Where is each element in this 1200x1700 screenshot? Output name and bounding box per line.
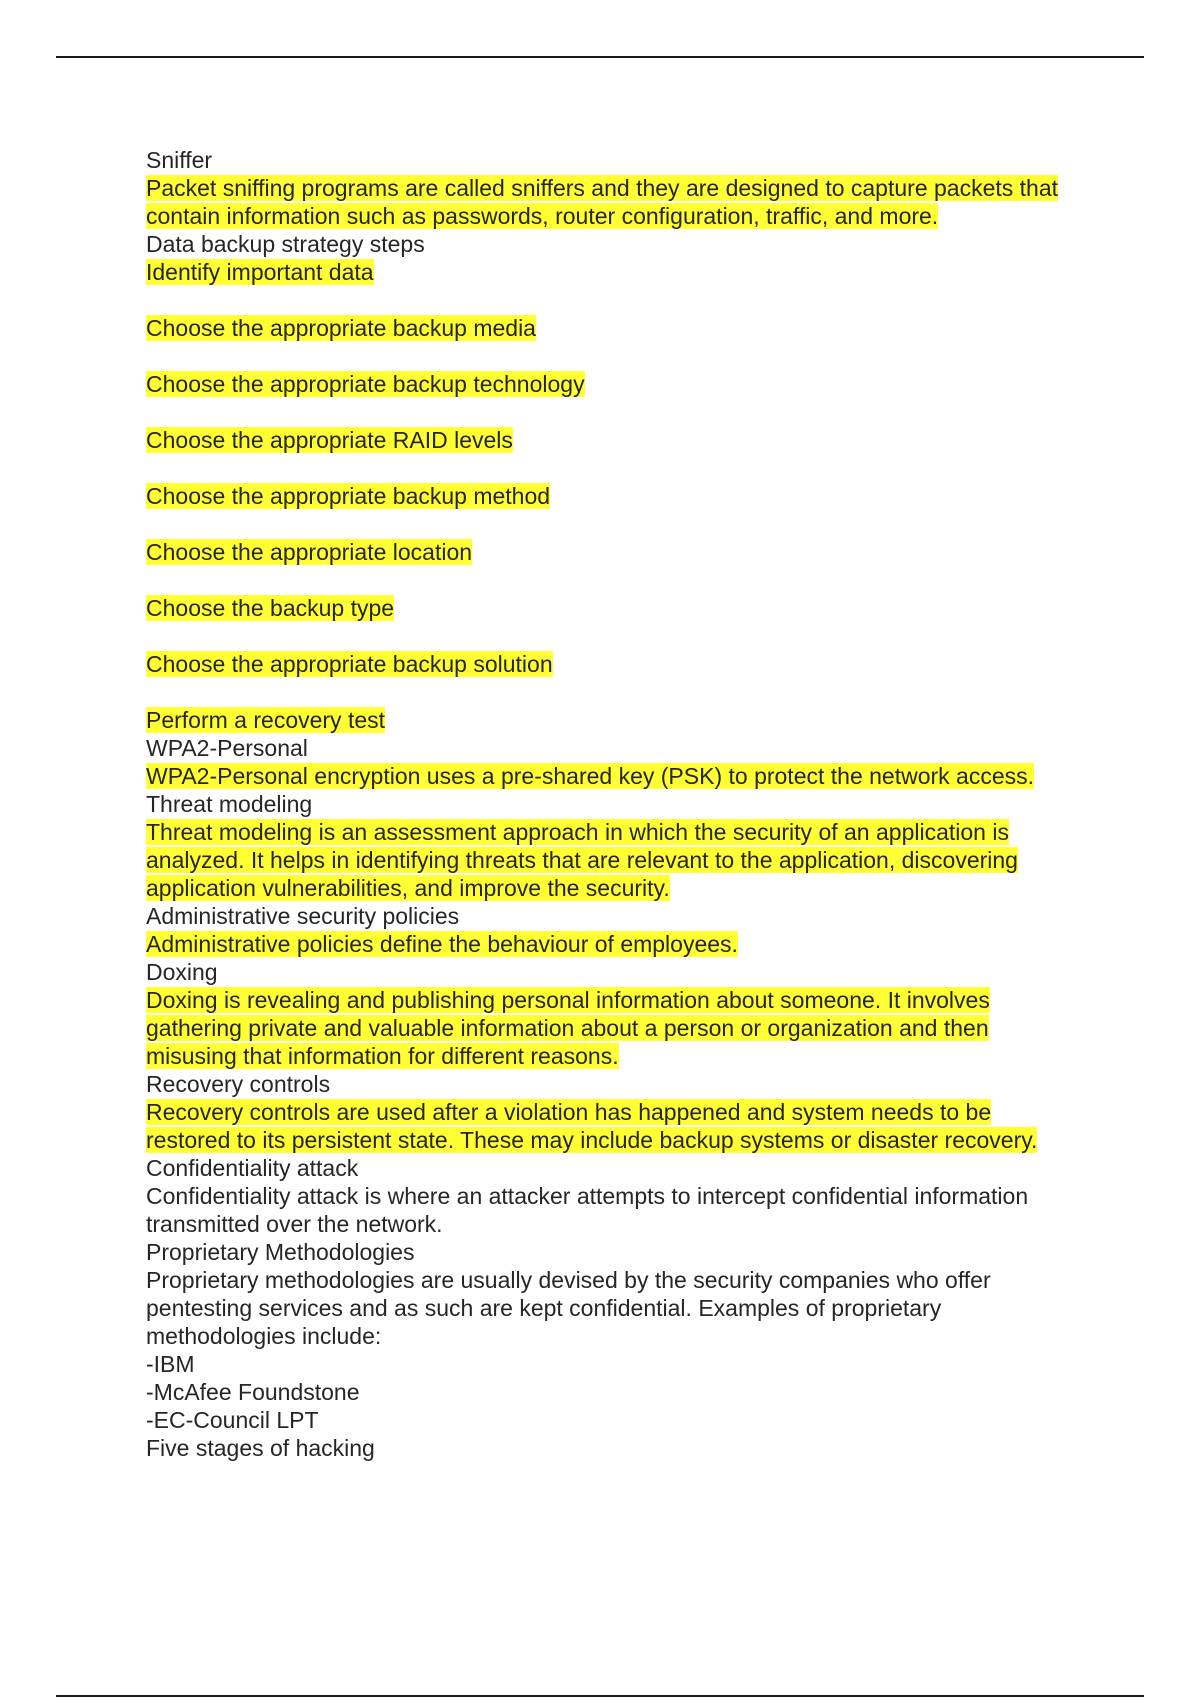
bottom-rule [56, 1695, 1144, 1697]
term-proprietary-methodologies: Proprietary Methodologies [146, 1239, 415, 1265]
backup-step: Identify important data [146, 259, 374, 285]
top-rule [56, 56, 1144, 58]
term-wpa2-personal: WPA2-Personal [146, 735, 308, 761]
backup-step: Choose the appropriate backup method [146, 483, 551, 509]
definition-sniffer [146, 174, 1066, 230]
highlighted-text: Recovery controls are used after a violation has happened and system needs to be restored to its persistent state. These may include backup systems or disaster recovery. [146, 1099, 1038, 1153]
backup-step: Choose the appropriate backup technology [146, 371, 585, 397]
definition-recovery-controls [146, 1098, 1066, 1154]
definition-proprietary-methodologies: Proprietary methodologies are usually devised by the security companies who offer pentesting services and as such are kept confidential. Examples of proprietary methodologies include: [146, 1267, 998, 1349]
highlighted-text: Packet sniffing programs are called sniffers and they are designed to capture packets that contain information such as passwords, router configuration, traffic, and more. [146, 175, 1059, 229]
term-sniffer: Sniffer [146, 147, 213, 173]
backup-step: Choose the appropriate RAID levels [146, 427, 513, 453]
definition-doxing [146, 986, 1066, 1070]
backup-step: Choose the appropriate location [146, 539, 473, 565]
term-doxing: Doxing [146, 959, 218, 985]
term-confidentiality-attack: Confidentiality attack [146, 1155, 359, 1181]
list-item: -IBM [146, 1351, 195, 1377]
backup-step: Perform a recovery test [146, 707, 386, 733]
highlighted-text: Doxing is revealing and publishing personal information about someone. It involves gathering private and valuable information about a person or organization and then misusing that information for different reasons. [146, 987, 990, 1069]
list-item: -McAfee Foundstone [146, 1379, 360, 1405]
term-recovery-controls: Recovery controls [146, 1071, 331, 1097]
highlighted-text: Administrative policies define the behaviour of employees. [146, 931, 738, 957]
backup-step: Choose the appropriate backup solution [146, 651, 553, 677]
definition-wpa2-personal [146, 762, 1066, 790]
backup-step: Choose the appropriate backup media [146, 315, 536, 341]
list-item: -EC-Council LPT [146, 1407, 319, 1433]
backup-step: Choose the backup type [146, 595, 395, 621]
term-five-stages-of-hacking: Five stages of hacking [146, 1435, 375, 1461]
highlighted-text: WPA2-Personal encryption uses a pre-shared key (PSK) to protect the network access. [146, 763, 1035, 789]
term-threat-modeling: Threat modeling [146, 791, 313, 817]
definition-confidentiality-attack: Confidentiality attack is where an attacker attempts to intercept confidential information transmitted over the network. [146, 1183, 1035, 1237]
definition-administrative-policies [146, 930, 1066, 958]
highlighted-text: Threat modeling is an assessment approach in which the security of an application is analyzed. It helps in identifying threats that are relevant to the application, discovering application vulnerabilities, and improve the security. [146, 819, 1018, 901]
term-data-backup: Data backup strategy steps [146, 231, 425, 257]
term-administrative-policies: Administrative security policies [146, 903, 460, 929]
document-body [146, 146, 1066, 1462]
definition-threat-modeling [146, 818, 1066, 902]
